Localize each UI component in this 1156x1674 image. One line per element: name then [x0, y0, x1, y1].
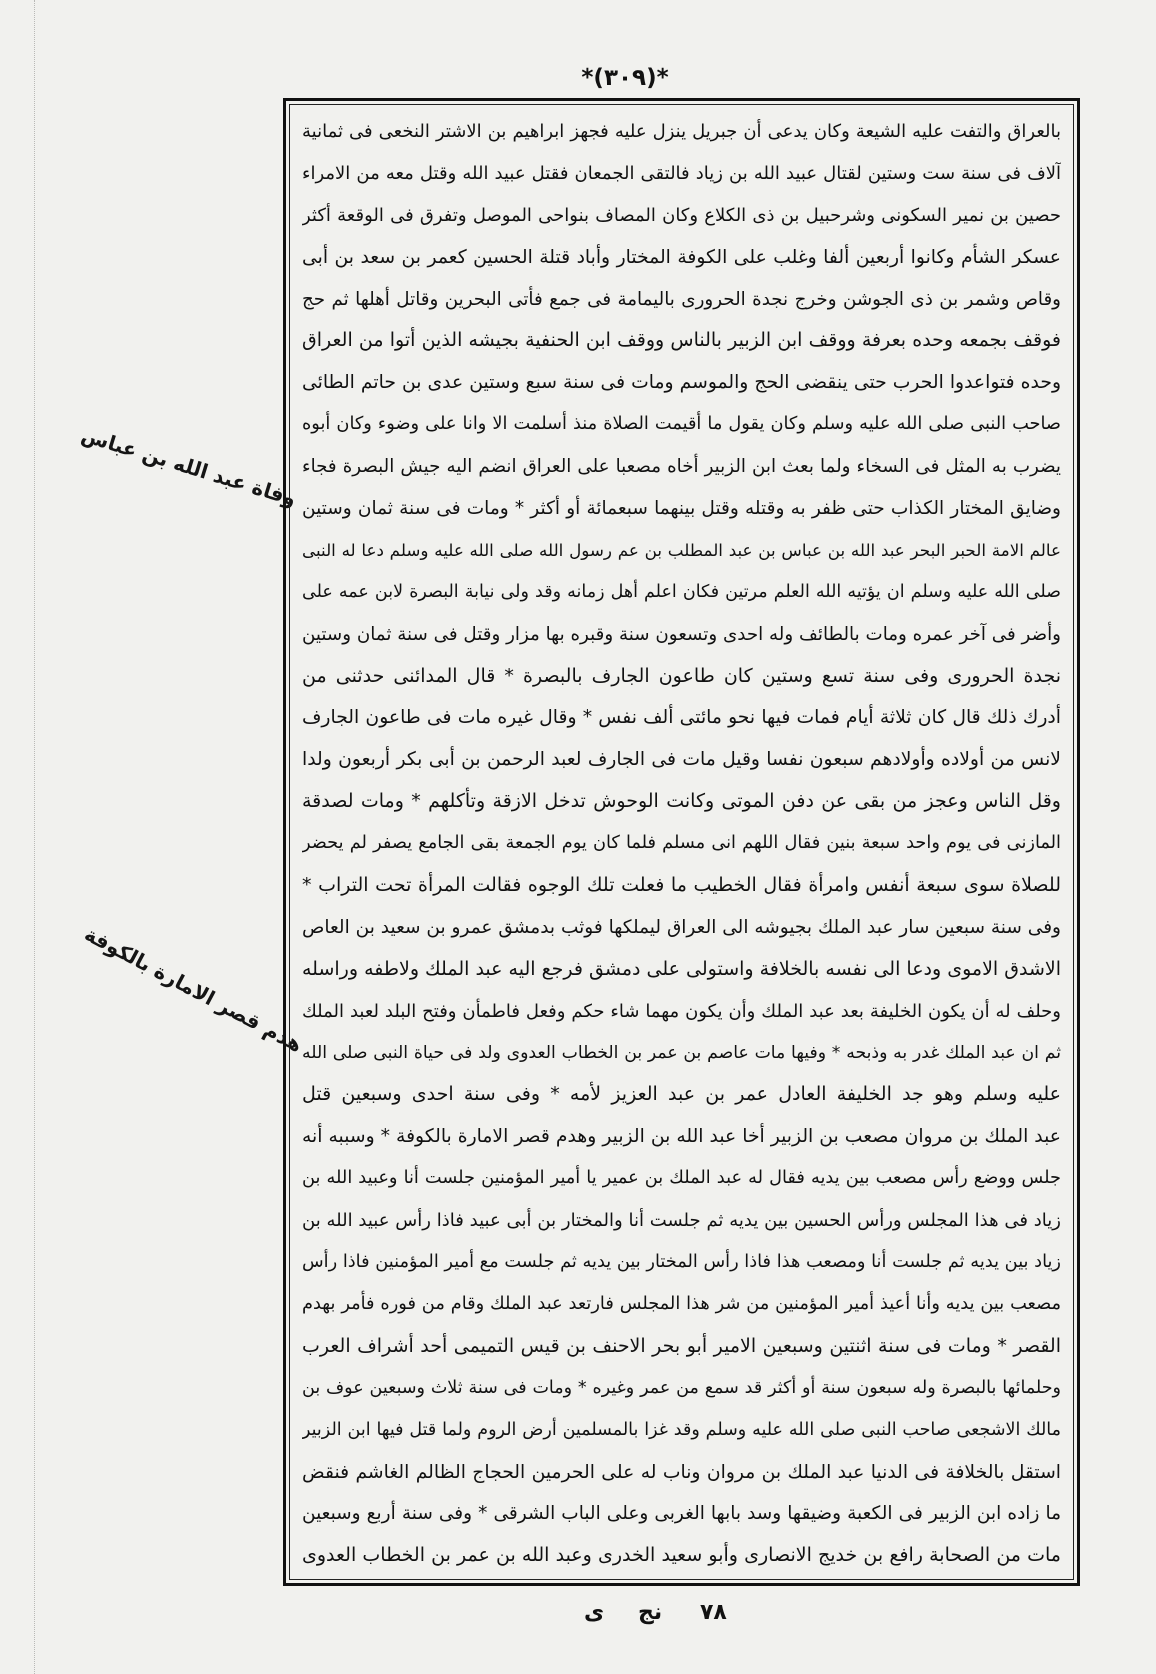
text-line: وحلف له أن يكون الخليفة بعد عبد الملك وأن يكون مهما شاء حكم وفعل فاطمأن وفتح البلد لعبد الملك: [302, 1000, 1061, 1022]
text-line: جلس ووضع رأس مصعب بين يديه فقال له عبد الملك بن عمير يا أمير المؤمنين جلست أنا وعبيد الله بن: [302, 1168, 1061, 1189]
margin-note-death-of-ibn-abbas: وفاة عبد الله بن عباس: [78, 422, 300, 511]
text-line: صاحب النبى صلى الله عليه وسلم وكان يقول ما أقيمت الصلاة منذ أسلمت الا وانا على وضوء وكان أبوه: [302, 414, 1061, 435]
text-line: صلى الله عليه وسلم ان يؤتيه الله العلم مرتين فكان اعلم أهل زمانه وقد ولى نيابة البصرة لابن عمه على: [302, 581, 1061, 602]
text-line: عالم الامة الحبر البحر عبد الله بن عباس بن عبد المطلب بن عم رسول الله صلى الله عليه وسلم دعا له النبى: [302, 539, 1061, 560]
text-block: [302, 111, 1061, 1577]
footer-signature-mark: ى: [584, 1600, 605, 1625]
text-line: عسكر الشأم وكانوا أربعين ألفا وغلب على الكوفة المختار وأباد قتلة الحسين كعمر بن سعد بن أبى: [302, 246, 1061, 268]
text-line: الاشدق الاموى ودعا الى نفسه بالخلافة واستولى على دمشق فرجع اليه عبد الملك ولاطفه وراسله: [302, 957, 1061, 980]
scan-edge-line: [34, 0, 35, 1674]
text-line: وأضر فى آخر عمره ومات بالطائف وله احدى وتسعون سنة وقبره بها مزار وقتل فى سنة ثمان وستين: [302, 623, 1061, 645]
page-number: *(٣٠٩)*: [581, 65, 669, 91]
text-line: عبد الملك بن مروان مصعب بن الزبير أخا عبد الله بن الزبير وهدم قصر الامارة بالكوفة * وسببه أنه: [302, 1126, 1061, 1148]
text-line: أدرك ذلك قال كان ثلاثة أيام فمات فيها نحو مائتى ألف نفس * وقال غيره مات فى طاعون الجارف: [302, 707, 1061, 729]
text-line: حصين بن نمير السكونى وشرحبيل بن ذى الكلاع وكان المصاف بنواحى الموصل وتفرق فى الوقعة أكثر: [302, 204, 1061, 226]
text-line: زياد بين يديه ثم جلست أنا ومصعب هذا فاذا رأس المختار بين يديه ثم جلست مع أمير المؤمنين فاذا رأس: [302, 1252, 1061, 1273]
text-line: زياد فى هذا المجلس ورأس الحسين بين يديه ثم جلست أنا والمختار بن أبى عبيد فاذا رأس عبيد الله بن: [302, 1210, 1061, 1232]
text-line: استقل بالخلافة فى الدنيا عبد الملك بن مروان وناب له على الحرمين الحجاج الظالم الغاشم فنقض: [302, 1461, 1061, 1483]
text-line: وقاص وشمر بن ذى الجوشن وخرج نجدة الحرورى باليمامة فى جمع فأتى البحرين وقاتل أهلها ثم حج: [302, 288, 1061, 310]
text-line: وحده فتواعدوا الحرب حتى ينقضى الحج والموسم ومات فى سنة سبع وستين عدى بن حاتم الطائى: [302, 372, 1061, 394]
text-line: وضايق المختار الكذاب حتى ظفر به وقتله وقتل بينهما سبعمائة أو أكثر * ومات فى سنة ثمان وستين: [302, 498, 1061, 520]
text-line: نجدة الحرورى وفى سنة تسع وستين كان طاعون الجارف بالبصرة * قال المدائنى حدثنى من: [302, 664, 1061, 687]
text-line: وقل الناس وعجز من بقى عن دفن الموتى وكانت الوحوش تدخل الازقة وتأكلهم * ومات لصدقة: [302, 790, 1061, 813]
text-line: لانس من أولاده وأولادهم سبعون نفسا وقيل مات فى الجارف لعبد الرحمن بن أبى بكر أربعون ولدا: [302, 749, 1061, 771]
footer-signature-abbrev: نج: [638, 1600, 663, 1625]
footer-signature-number: ٧٨: [700, 1600, 727, 1625]
text-line: القصر * ومات فى سنة اثنتين وسبعين الامير أبو بحر الاحنف بن قيس التميمى أحد أشراف العرب: [302, 1334, 1061, 1357]
text-line: للصلاة سوى سبعة أنفس وامرأة فقال الخطيب ما فعلت تلك الوجوه فقالت المرأة تحت التراب *: [302, 874, 1061, 897]
text-line: وحلمائها بالبصرة وله سبعون سنة أو أكثر قد سمع من عمر وغيره * ومات فى سنة ثلاث وسبعين عوف بن: [302, 1377, 1061, 1398]
text-line: ثم ان عبد الملك غدر به وذبحه * وفيها مات عاصم بن عمر بن الخطاب العدوى ولد فى حياة النبى صلى الله: [302, 1042, 1061, 1063]
text-line: المازنى فى يوم واحد سبعة بنين فقال اللهم انى مسلم فلما كان يوم الجمعة بقى الجامع يصفر لم يحضر: [302, 833, 1061, 854]
text-line: ما زاده ابن الزبير فى الكعبة وضيقها وسد بابها الغربى وعلى الباب الشرقى * وفى سنة أربع وسبعين: [302, 1503, 1061, 1525]
margin-note-demolition-of-kufa-palace: هدم قصر الامارة بالكوفة: [80, 921, 307, 1057]
text-line: مات من الصحابة رافع بن خديج الانصارى وأبو سعيد الخدرى وعبد الله بن عمر بن الخطاب العدوى: [302, 1544, 1061, 1567]
page-frame-inner: [289, 104, 1074, 1580]
text-line: مصعب بين يديه وأنا أعيذ أمير المؤمنين من شر هذا المجلس فارتعد عبد الملك وقام من فوره فأمر بهدم: [302, 1293, 1061, 1314]
text-line: فوقف بجمعه وحده بعرفة ووقف ابن الزبير بالناس ووقف ابن الحنفية بجيشه الذين أتوا من العراق: [302, 329, 1061, 352]
text-line: يضرب به المثل فى السخاء ولما بعث ابن الزبير أخاه مصعبا على العراق انضم اليه جيش البصرة فجاء: [302, 456, 1061, 478]
text-line: بالعراق والتفت عليه الشيعة وكان يدعى أن جبريل ينزل عليه فجهز ابراهيم بن الاشتر النخعى فى ثمانية: [302, 121, 1061, 142]
page-frame: [283, 98, 1080, 1586]
text-line: مالك الاشجعى صاحب النبى صلى الله عليه وسلم وقد غزا بالمسلمين أرض الروم ولما قتل فيها ابن الزبير: [302, 1419, 1061, 1440]
text-line: وفى سنة سبعين سار عبد الملك بجيوشه الى العراق ليملكها فوثب بدمشق عمرو بن سعيد بن العاص: [302, 916, 1061, 938]
text-line: آلاف فى سنة ست وستين لقتال عبيد الله بن زياد فالتقى الجمعان فقتل عبيد الله وقتل معه من الامراء: [302, 162, 1061, 184]
text-line: عليه وسلم وهو جد الخليفة العادل عمر بن عبد العزيز لأمه * وفى سنة احدى وسبعين قتل: [302, 1083, 1061, 1106]
